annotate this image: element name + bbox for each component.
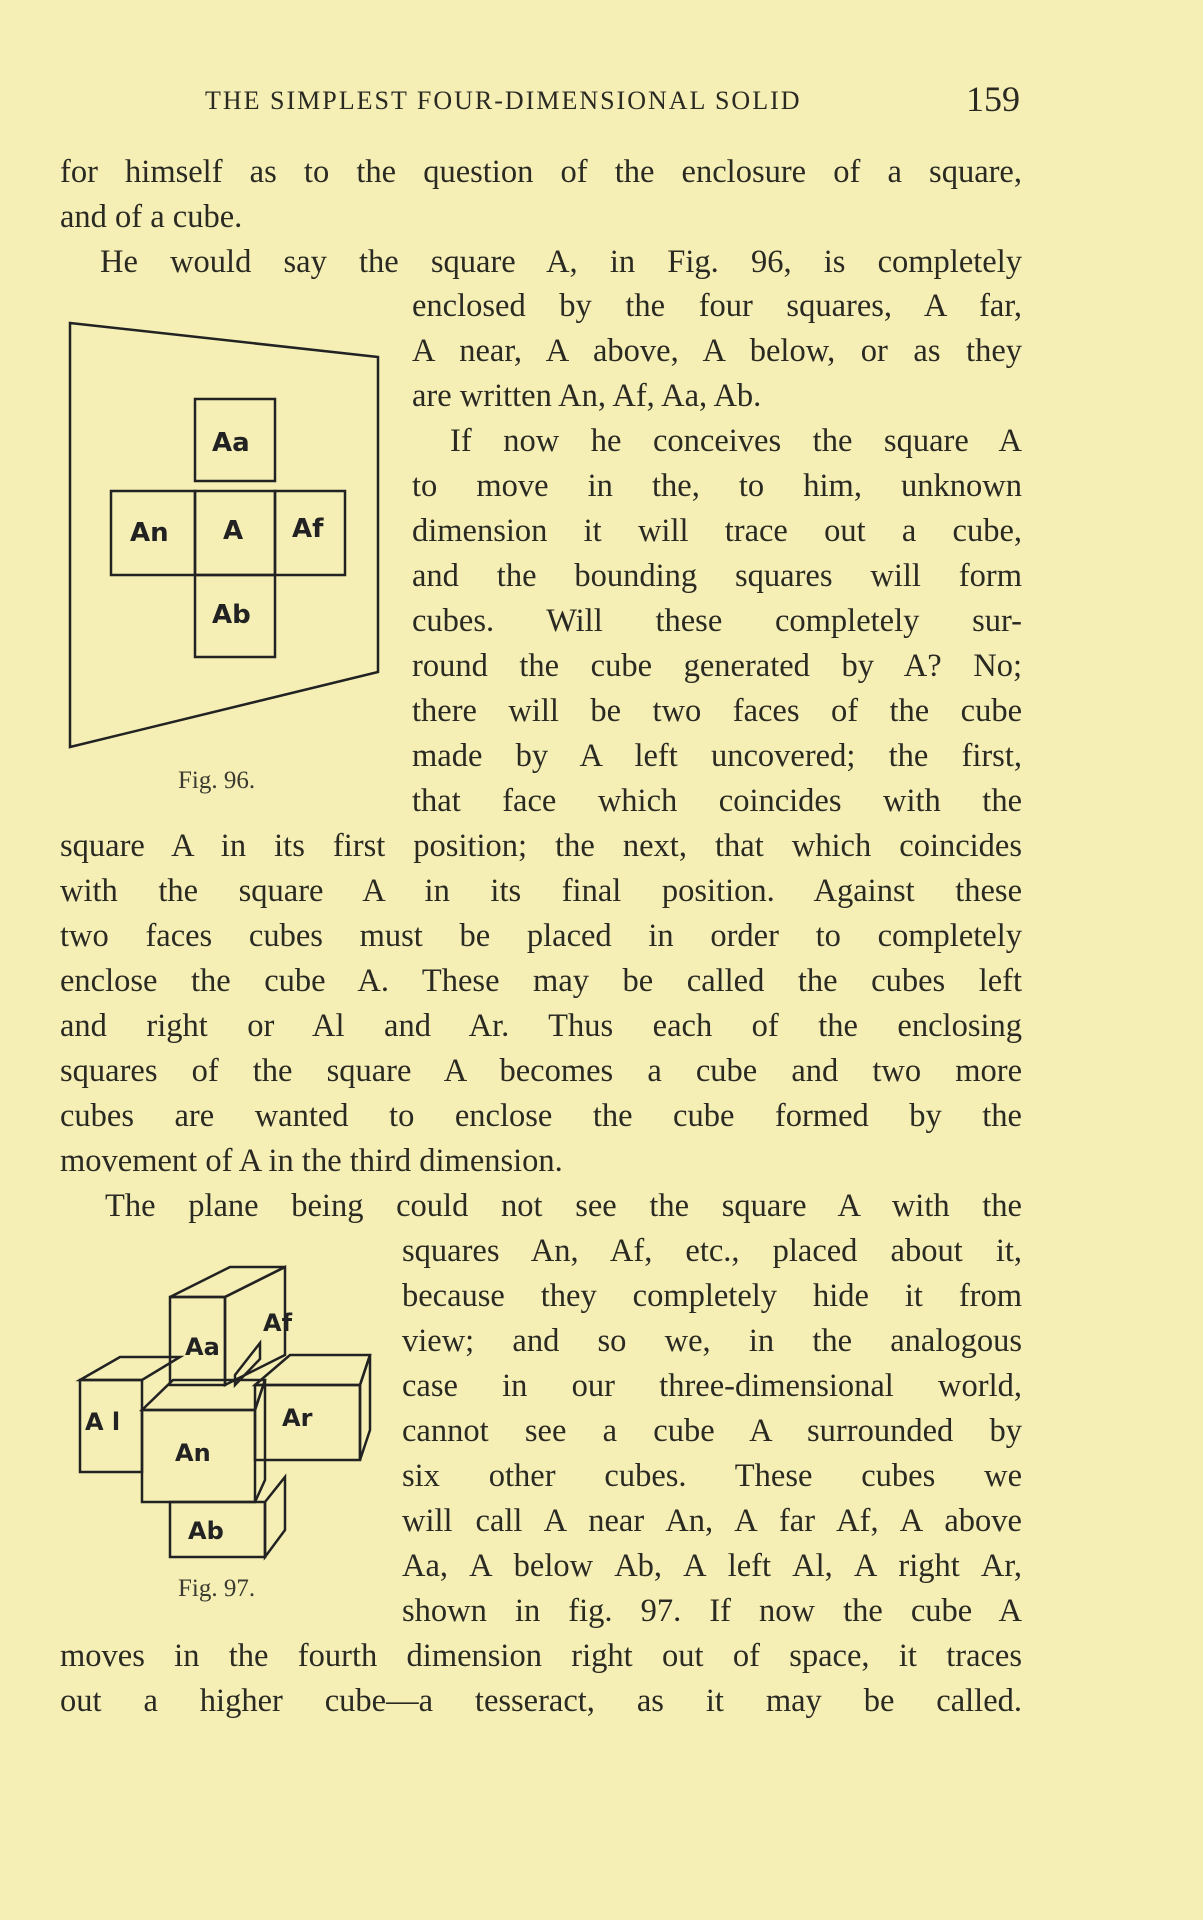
text-line: to move in the, to him, unknown [412, 468, 1022, 504]
fig96-label-near: An [130, 518, 169, 548]
text-line: and of a cube. [60, 199, 243, 235]
text-line: and right or Al and Ar. Thus each of the enclosing [60, 1008, 1022, 1044]
figure-97 [60, 1255, 380, 1575]
figure-96 [60, 315, 390, 755]
fig96-label-center: A [223, 516, 244, 546]
text-line: two faces cubes must be placed in order to completely [60, 918, 1022, 954]
text-line: enclosed by the four squares, A far, [412, 288, 1022, 324]
text-line: cubes are wanted to enclose the cube formed by the [60, 1098, 1022, 1134]
page-number: 159 [966, 79, 1020, 119]
fig97-label-right: Ar [282, 1404, 313, 1432]
fig96-label-below: Ab [212, 600, 251, 630]
text-line: and the bounding squares will form [412, 558, 1022, 594]
text-line: made by A left uncovered; the first, [412, 738, 1022, 774]
text-line: If now he conceives the square A [450, 423, 1022, 459]
page-header [60, 78, 1020, 122]
fig97-cube-left-top [80, 1357, 180, 1380]
text-line: will call A near An, A far Af, A above [402, 1503, 1022, 1539]
text-line: enclose the cube A. These may be called the cubes left [60, 963, 1022, 999]
running-title: THE SIMPLEST FOUR-DIMENSIONAL SOLID [205, 86, 802, 115]
text-line: that face which coincides with the [412, 783, 1022, 819]
text-line: because they completely hide it from [402, 1278, 1022, 1314]
text-line: squares of the square A becomes a cube and two more [60, 1053, 1022, 1089]
fig97-cube-below-side [265, 1477, 285, 1557]
text-line: He would say the square A, in Fig. 96, is completely [100, 244, 1022, 280]
fig97-label-above: Aa [185, 1333, 220, 1361]
text-line: out a higher cube—a tesseract, as it may be called. [60, 1683, 1022, 1719]
fig97-cube-right-side [360, 1355, 370, 1460]
fig97-caption: Fig. 97. [178, 1575, 256, 1602]
text-line: A near, A above, A below, or as they [412, 333, 1022, 369]
fig97-label-left: A l [85, 1408, 121, 1436]
text-line: view; and so we, in the analogous [402, 1323, 1022, 1359]
text-line: there will be two faces of the cube [412, 693, 1022, 729]
text-line: for himself as to the question of the enclosure of a square, [60, 154, 1022, 190]
text-line: cubes. Will these completely sur- [412, 603, 1022, 639]
text-line: six other cubes. These cubes we [402, 1458, 1022, 1494]
fig96-label-above: Aa [212, 428, 250, 458]
text-line: round the cube generated by A? No; [412, 648, 1022, 684]
fig96-caption: Fig. 96. [178, 767, 256, 794]
text-line: with the square A in its final position. Against these [60, 873, 1022, 909]
fig97-cube-right-top [255, 1355, 370, 1385]
fig96-label-far: Af [292, 514, 324, 544]
text-line: squares An, Af, etc., placed about it, [402, 1233, 1022, 1269]
text-line: The plane being could not see the square A with the [105, 1188, 1022, 1224]
text-line: moves in the fourth dimension right out of space, it traces [60, 1638, 1022, 1674]
text-line: dimension it will trace out a cube, [412, 513, 1022, 549]
text-line: shown in fig. 97. If now the cube A [402, 1593, 1022, 1629]
fig97-cube-near-side [255, 1380, 265, 1502]
text-line: case in our three-dimensional world, [402, 1368, 1022, 1404]
text-line: square A in its first position; the next, that which coincides [60, 828, 1022, 864]
text-line: movement of A in the third dimension. [60, 1143, 563, 1179]
fig97-label-below: Ab [188, 1517, 224, 1545]
text-line: Aa, A below Ab, A left Al, A right Ar, [402, 1548, 1022, 1584]
fig97-label-near: An [175, 1439, 211, 1467]
text-line: cannot see a cube A surrounded by [402, 1413, 1022, 1449]
fig97-cube-above-top [170, 1267, 285, 1297]
fig97-label-far: Af [263, 1309, 293, 1337]
text-line: are written An, Af, Aa, Ab. [412, 378, 762, 414]
